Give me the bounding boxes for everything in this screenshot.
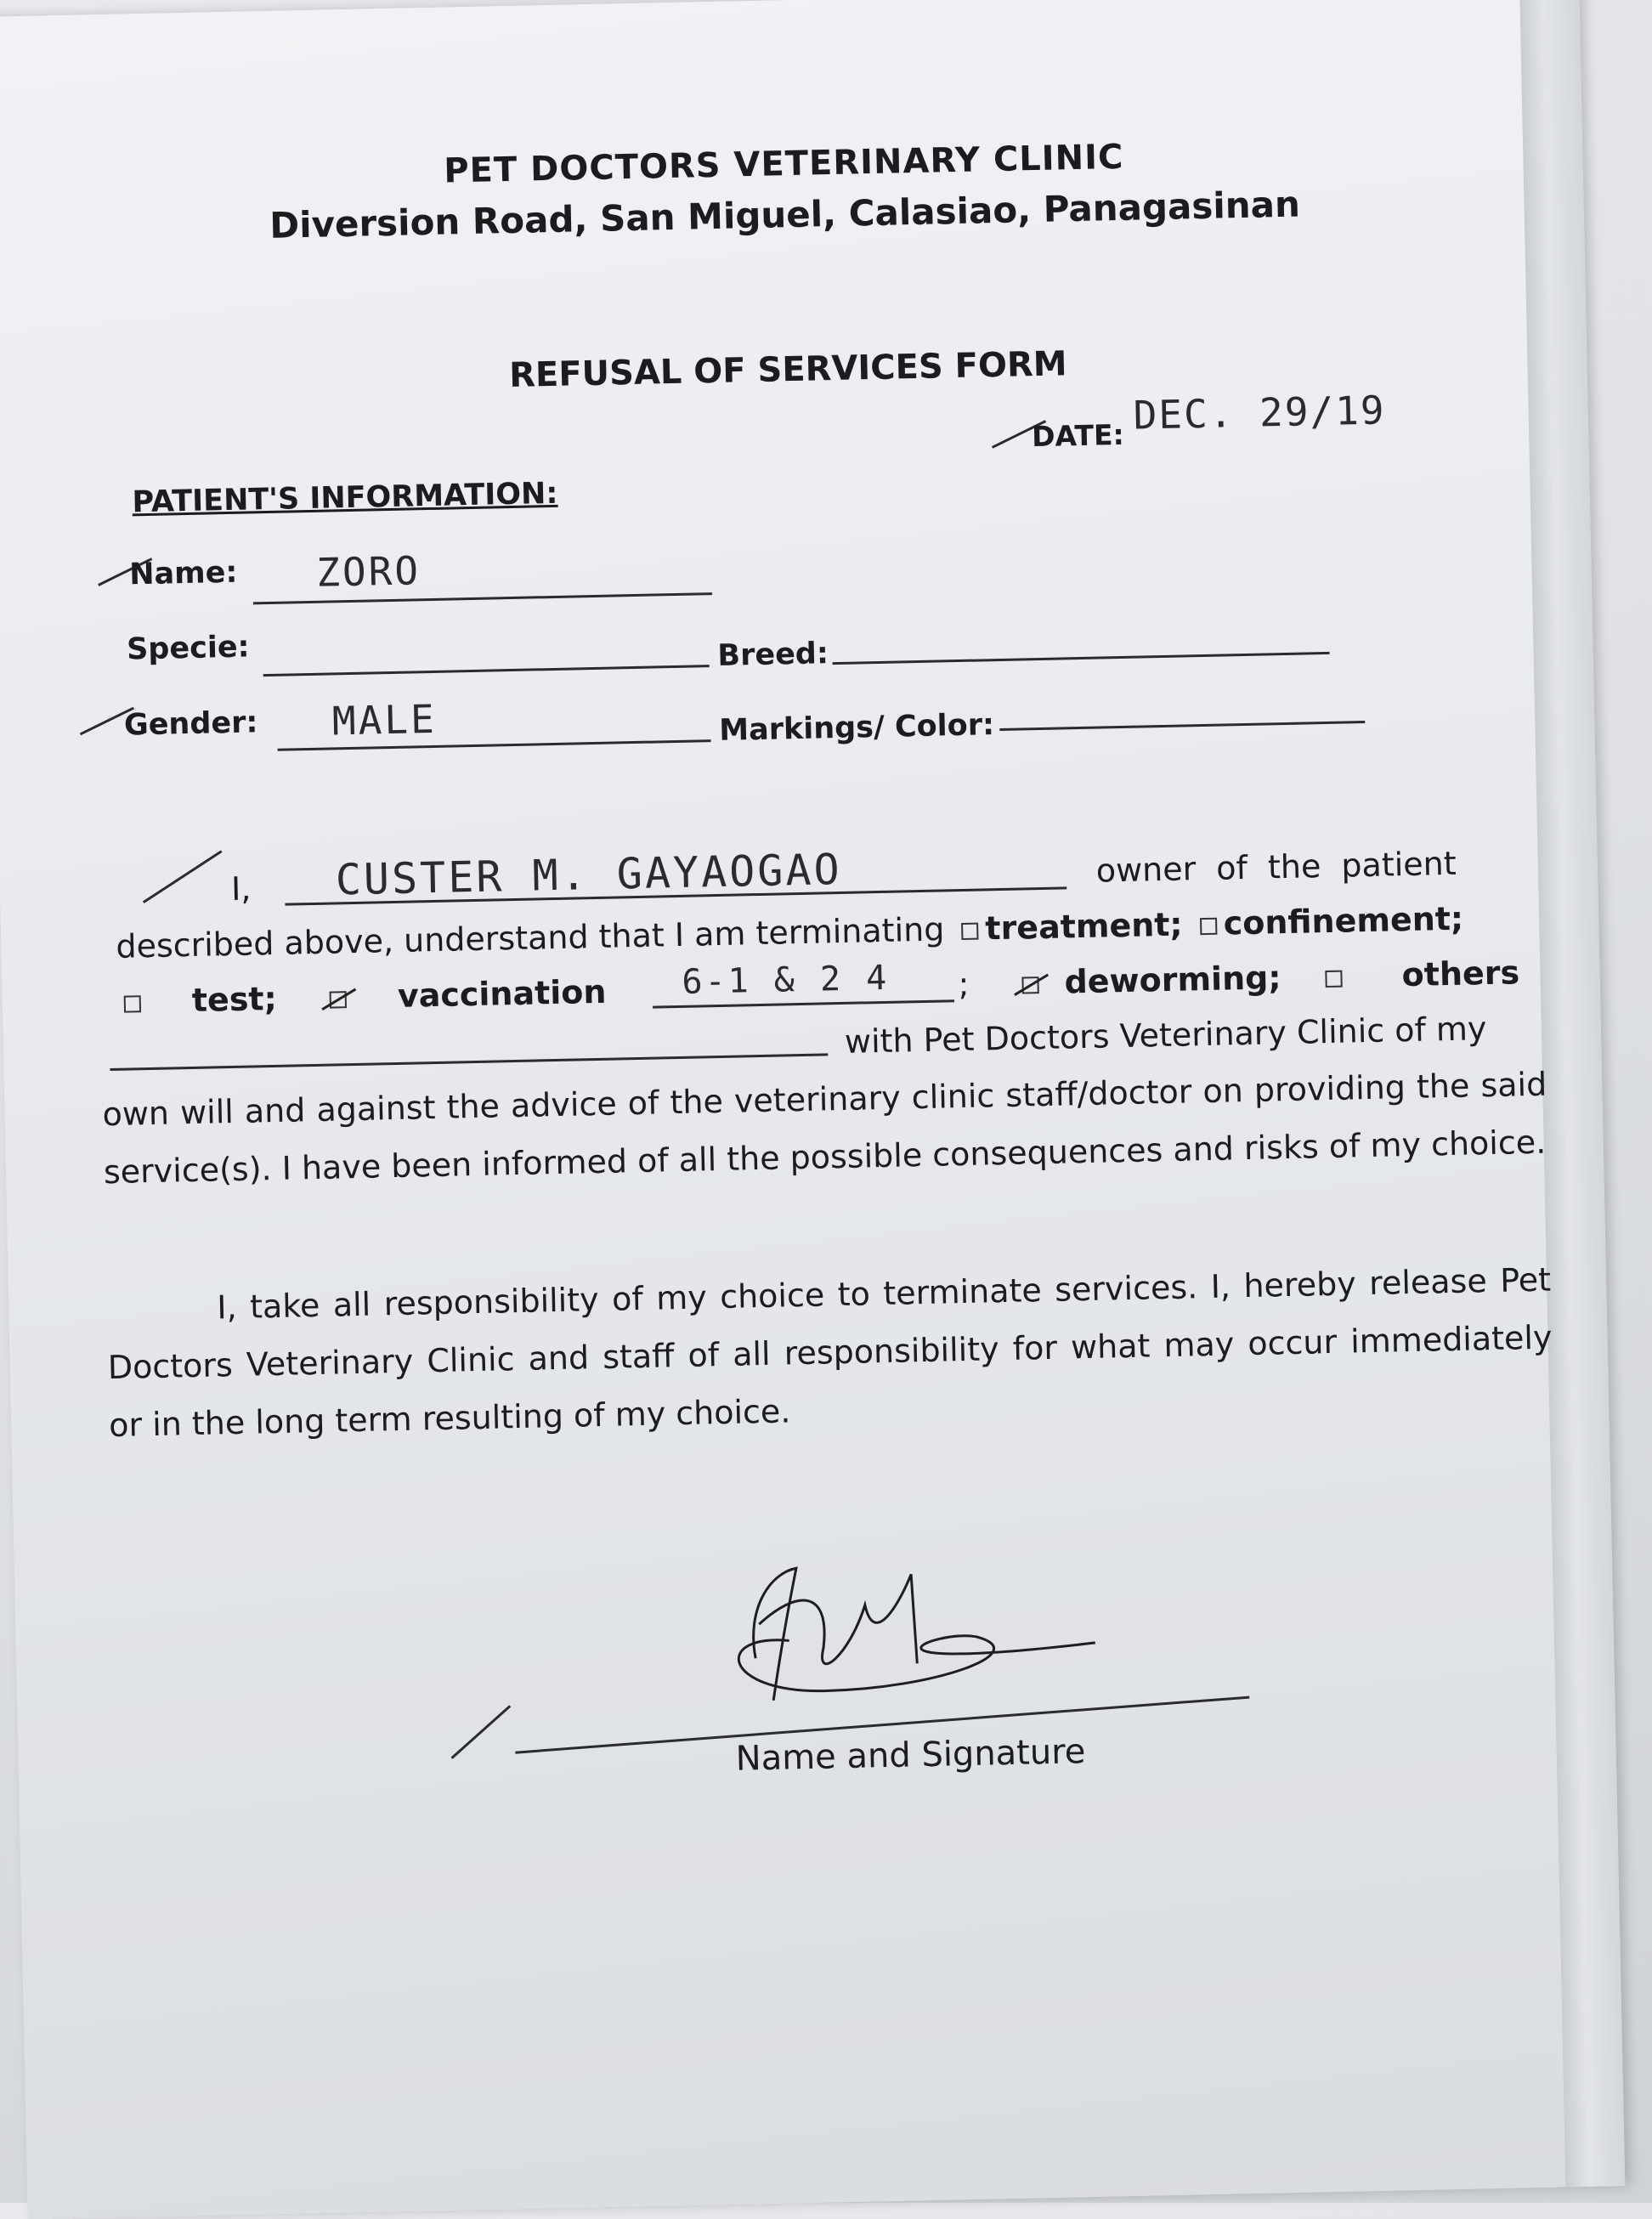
gender-label: Gender: xyxy=(123,705,258,743)
date-value: DEC. 29/19 xyxy=(1133,387,1387,439)
markings-line xyxy=(999,721,1365,731)
treatment-checkbox[interactable] xyxy=(961,922,978,939)
signature-label: Name and Signature xyxy=(735,1732,1086,1779)
statement-line-3b xyxy=(958,954,1519,1003)
deworming-checkbox[interactable] xyxy=(1021,976,1038,993)
date-label: DATE: xyxy=(1031,417,1125,454)
vaccination-option: vaccination xyxy=(397,972,607,1015)
owner-name-value[interactable]: CUSTER M. GAYAOGAO xyxy=(335,844,843,905)
specie-label: Specie: xyxy=(126,630,250,667)
treatment-option: treatment; xyxy=(984,905,1184,948)
clinic-address: Diversion Road, San Miguel, Calasiao, Panagasinan xyxy=(269,183,1301,246)
vaccination-value[interactable]: 6-1 & 2 4 xyxy=(681,958,890,1002)
test-checkbox[interactable] xyxy=(124,995,141,1012)
clinic-name: PET DOCTORS VETERINARY CLINIC xyxy=(443,137,1124,191)
vaccination-checkbox[interactable] xyxy=(330,991,347,1008)
breed-line xyxy=(833,652,1330,665)
patient-section-label: PATIENT'S INFORMATION: xyxy=(132,476,558,520)
release-text: I, take all responsibility of my choice to terminate services. I, hereby release Pet Doctors Veterinary Clinic and staff of all responsibility for what may occur immediately or in the long term resulting of my choice. xyxy=(107,1260,1553,1445)
statement-line-3 xyxy=(116,973,607,1021)
signature-scribble xyxy=(737,1562,1096,1701)
gender-value[interactable]: MALE xyxy=(331,695,438,744)
specie-line xyxy=(263,665,710,676)
semicolon: ; xyxy=(958,965,970,1004)
others-option: others xyxy=(1401,954,1520,994)
confinement-checkbox[interactable] xyxy=(1200,917,1217,934)
statement-text-3: with Pet Doctors Veterinary Clinic of my xyxy=(844,1010,1487,1061)
others-checkbox[interactable] xyxy=(1325,970,1342,987)
statement-text-1: owner of the patient xyxy=(1095,844,1457,890)
statement-i: I, xyxy=(230,869,252,908)
name-value[interactable]: ZORO xyxy=(315,547,421,596)
others-line xyxy=(110,1053,828,1071)
check-mark xyxy=(143,850,223,903)
form-title: REFUSAL OF SERVICES FORM xyxy=(508,344,1068,396)
statement-line-2 xyxy=(116,900,1464,965)
confinement-option: confinement; xyxy=(1223,899,1464,943)
breed-label: Breed: xyxy=(717,637,829,673)
markings-label: Markings/ Color: xyxy=(718,708,995,748)
name-label: Name: xyxy=(128,555,238,592)
deworming-option: deworming; xyxy=(1064,959,1281,1001)
statement-text-4: own will and against the advice of the veterinary clinic staff/doctor on providing the said service(s). I have been informed of all the possible consequences and risks of my choice. xyxy=(102,1065,1547,1192)
test-option: test; xyxy=(191,979,278,1019)
statement-text-2: described above, understand that I am terminating xyxy=(115,910,945,965)
